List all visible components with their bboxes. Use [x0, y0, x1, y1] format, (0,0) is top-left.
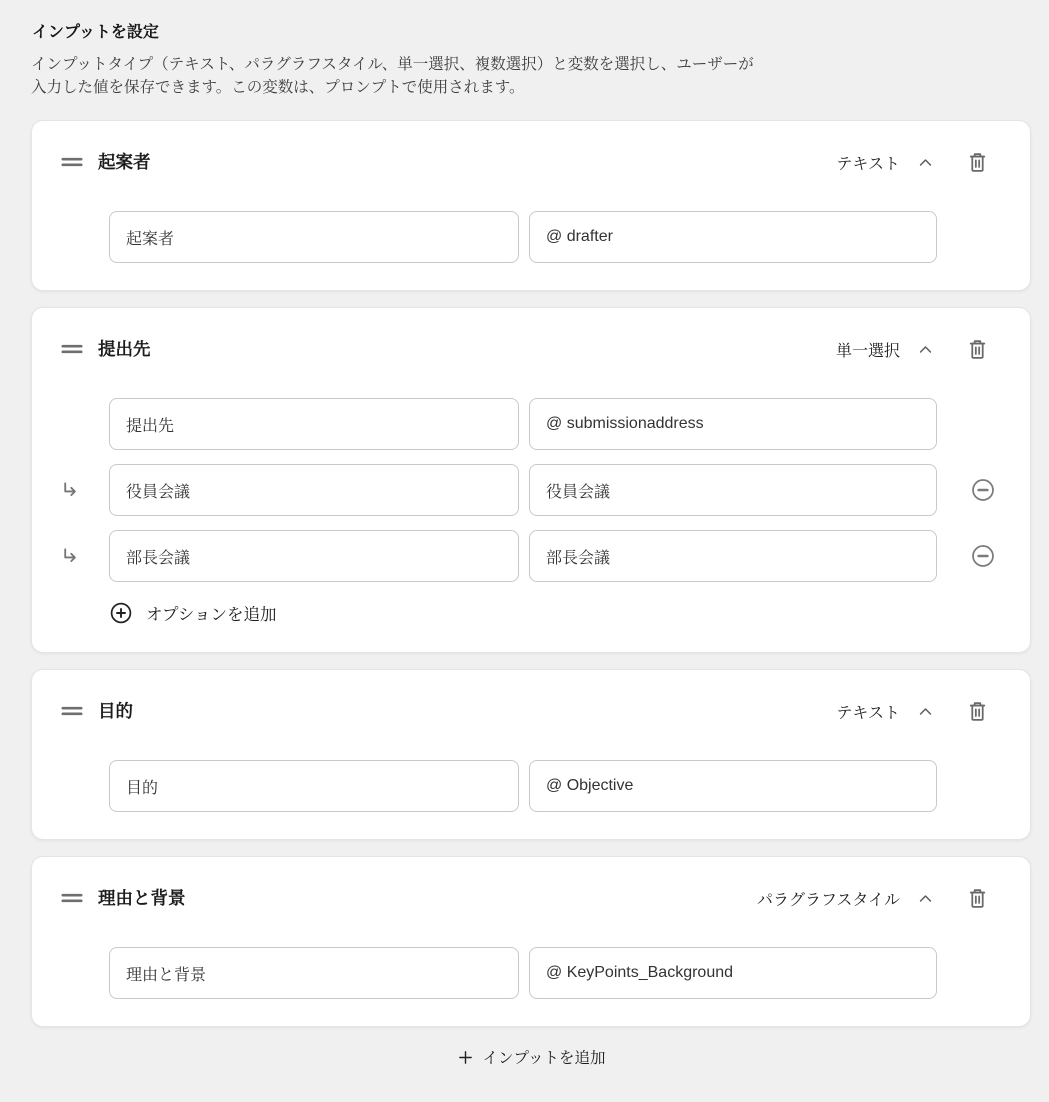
drag-handle[interactable] — [59, 885, 85, 911]
drag-handle[interactable] — [59, 149, 85, 175]
trash-icon — [965, 150, 990, 175]
variable-name-field[interactable] — [529, 398, 937, 450]
plus-circle-icon — [109, 601, 133, 625]
variable-name-field[interactable] — [529, 947, 937, 999]
input-name-field[interactable] — [109, 211, 519, 263]
option-value-field[interactable] — [529, 464, 937, 516]
chevron-up-icon — [917, 154, 934, 171]
input-name-field[interactable] — [109, 760, 519, 812]
chevron-up-icon — [917, 341, 934, 358]
input-fields-row — [59, 947, 1003, 999]
input-type-label: パラグラフスタイル — [756, 891, 900, 909]
input-card-header — [59, 146, 1003, 178]
page-description-line: 入力した値を保存できます。この変数は、プロンプトで使用されます。 — [31, 79, 525, 96]
page-title: インプットを設定 — [32, 24, 159, 41]
plus-icon — [457, 1049, 474, 1066]
remove-option-button[interactable] — [970, 543, 996, 569]
chevron-up-icon — [917, 890, 934, 907]
delete-input-button[interactable] — [965, 886, 990, 911]
option-row — [59, 530, 1003, 582]
trash-icon — [965, 337, 990, 362]
remove-option-button[interactable] — [970, 477, 996, 503]
input-fields-row — [59, 760, 1003, 812]
chevron-up-icon — [917, 703, 934, 720]
drag-handle-icon — [59, 885, 85, 911]
page-description-line: インプットタイプ（テキスト、パラグラフスタイル、単一選択、複数選択）と変数を選択し、ユーザーが — [31, 56, 754, 73]
option-label-field[interactable] — [109, 530, 519, 582]
input-type-label: テキスト — [836, 704, 900, 722]
option-branch — [59, 545, 109, 568]
input-card — [31, 669, 1031, 840]
delete-input-button[interactable] — [965, 699, 990, 724]
minus-circle-icon — [970, 477, 996, 503]
option-branch — [59, 479, 109, 502]
input-type-label: テキスト — [836, 155, 900, 173]
trash-icon — [965, 886, 990, 911]
corner-down-right-icon — [59, 545, 82, 568]
input-fields-row — [59, 211, 1003, 263]
input-card-header — [59, 333, 1003, 365]
minus-circle-icon — [970, 543, 996, 569]
drag-handle-icon — [59, 149, 85, 175]
input-card — [31, 120, 1031, 291]
add-option-label: オプションを追加 — [146, 606, 277, 624]
delete-input-button[interactable] — [965, 337, 990, 362]
add-input-label: インプットを追加 — [482, 1050, 606, 1067]
drag-handle[interactable] — [59, 336, 85, 362]
drag-handle[interactable] — [59, 698, 85, 724]
trash-icon — [965, 699, 990, 724]
input-fields-row — [59, 398, 1003, 450]
footer — [31, 1046, 1031, 1068]
variable-name-field[interactable] — [529, 211, 937, 263]
input-card-title: 提出先 — [98, 339, 151, 359]
corner-down-right-icon — [59, 479, 82, 502]
input-name-field[interactable] — [109, 947, 519, 999]
add-option-button[interactable] — [109, 601, 277, 625]
input-card-title: 目的 — [98, 701, 133, 721]
input-card — [31, 856, 1031, 1027]
delete-input-button[interactable] — [965, 150, 990, 175]
input-type-selector[interactable] — [757, 887, 934, 910]
option-value-field[interactable] — [529, 530, 937, 582]
page-description — [31, 53, 1031, 99]
input-card-title: 起案者 — [98, 152, 151, 172]
input-card-header — [59, 695, 1003, 727]
input-type-label: 単一選択 — [835, 342, 900, 360]
input-card-title: 理由と背景 — [98, 888, 186, 908]
option-row — [59, 464, 1003, 516]
input-name-field[interactable] — [109, 398, 519, 450]
input-type-selector[interactable] — [836, 151, 934, 174]
input-type-selector[interactable] — [836, 700, 934, 723]
input-type-selector[interactable] — [836, 338, 934, 361]
add-input-button[interactable] — [457, 1046, 606, 1068]
input-card — [31, 307, 1031, 653]
drag-handle-icon — [59, 336, 85, 362]
option-label-field[interactable] — [109, 464, 519, 516]
drag-handle-icon — [59, 698, 85, 724]
variable-name-field[interactable] — [529, 760, 937, 812]
input-card-header — [59, 882, 1003, 914]
